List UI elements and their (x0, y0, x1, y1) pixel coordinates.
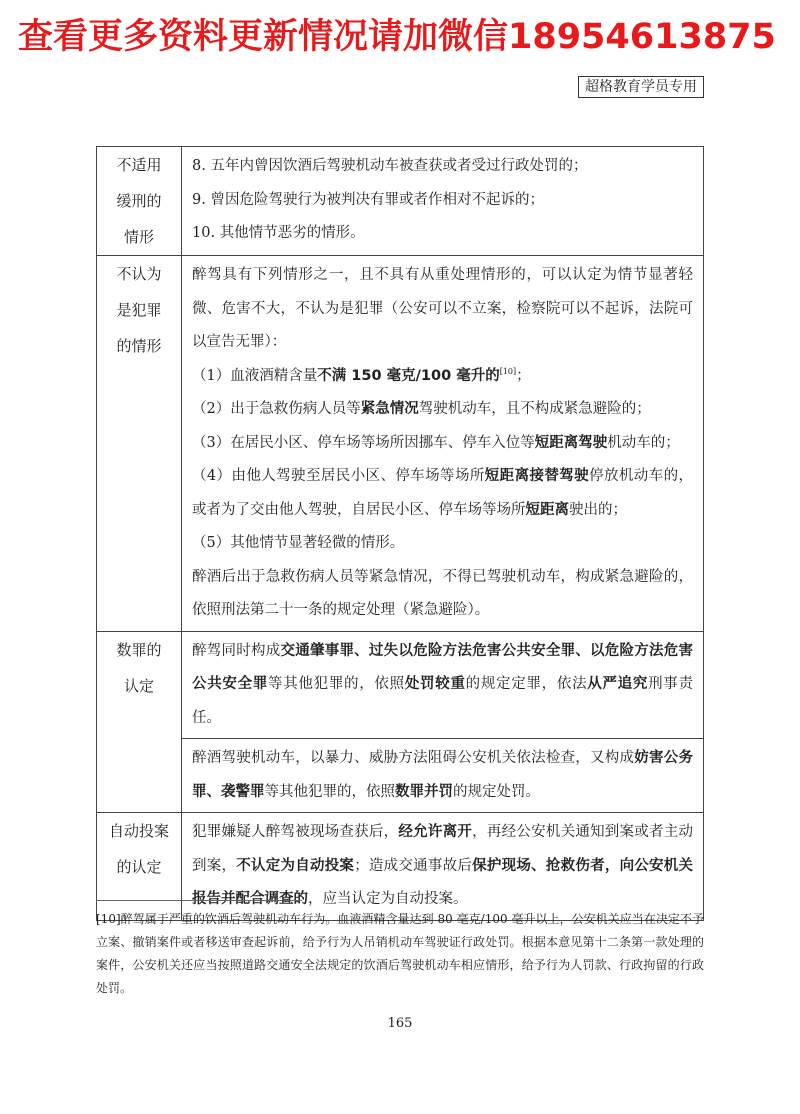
row-label-not-crime: 不认为 是犯罪 的情形 (97, 256, 182, 632)
table-row (97, 813, 704, 921)
row-content-no-probation (182, 147, 704, 256)
list-item: 9. 曾因危险驾驶行为被判决有罪或者作相对不起诉的； (192, 191, 544, 208)
sub-cell (182, 738, 703, 809)
row-content-multiple-crimes (182, 631, 704, 813)
table-row (97, 256, 704, 632)
paragraph: 醉酒后出于急救伤病人员等紧急情况，不得已驾驶机动车，构成紧急避险的，依照刑法第二十一条的规定处理（紧急避险）。 (192, 568, 693, 618)
footnote-divider (96, 900, 302, 901)
row-label-surrender: 自动投案 的认定 (97, 813, 182, 921)
dui-rules-table (96, 146, 704, 921)
row-content-surrender (182, 813, 704, 921)
list-item: （2）出于急救伤病人员等紧急情况驾驶机动车，且不构成紧急避险的； (192, 401, 651, 417)
list-item: （4）由他人驾驶至居民小区、停车场等场所短距离接替驾驶停放机动车的，或者为了交由他人驾驶，自居民小区、停车场等场所短距离驶出的； (192, 468, 694, 518)
list-item: （1）血液酒精含量不满 150 毫克/100 毫升的[10]； (192, 366, 531, 384)
list-item: （5）其他情节显著轻微的情形。 (192, 535, 405, 551)
table-row (97, 631, 704, 813)
paragraph: 犯罪嫌疑人醉驾被现场查获后，经允许离开，再经公安机关通知到案或者主动到案，不认定为自动投案；造成交通事故后保护现场、抢救伤者，向公安机关报告并配合调查的，应当认定为自动投案。 (192, 824, 694, 907)
list-item: 10. 其他情节恶劣的情形。 (192, 225, 365, 241)
list-item: 8. 五年内曾因饮酒后驾驶机动车被查获或者受过行政处罚的； (192, 158, 588, 174)
paragraph: 醉驾同时构成交通肇事罪、过失以危险方法危害公共安全罪、以危险方法危害公共安全罪等其他犯罪的，依照处罚较重的规定定罪，依法从严追究刑事责任。 (192, 642, 694, 726)
watermark-stamp: 超格教育学员专用 (578, 76, 704, 98)
paragraph: 醉驾具有下列情形之一，且不具有从重处理情形的，可以认定为情节显著轻微、危害不大，不认为是犯罪（公安可以不立案，检察院可以不起诉，法院可以宣告无罪）： (192, 267, 693, 350)
row-label-no-probation: 不适用 缓刑的 情形 (97, 147, 182, 256)
row-label-multiple-crimes: 数罪的 认定 (97, 631, 182, 813)
footnote: [10]醉驾属于严重的饮酒后驾驶机动车行为。血液酒精含量达到 80 毫克/100 毫升以上，公安机关应当在决定不予立案、撤销案件或者移送审查起诉前，给予行为人吊销机动车驾驶证行政处罚。根据本意见第十二条第一款处理的案件，公安机关还应当按照道路交通安全法规定的饮酒后驾驶机动车相应情形，给予行为人罚款、行政拘留的行政处罚。 (96, 912, 704, 995)
page-number: 165 (387, 1016, 413, 1031)
list-item: （3）在居民小区、停车场等场所因挪车、停车入位等短距离驾驶机动车的； (192, 434, 680, 451)
paragraph: 醉酒驾驶机动车，以暴力、威胁方法阻碍公安机关依法检查，又构成妨害公务罪、袭警罪等其他犯罪的，依照数罪并罚的规定处罚。 (192, 750, 694, 800)
contact-banner: 查看更多资料更新情况请加微信18954613875 (18, 17, 776, 57)
table-row (97, 147, 704, 256)
footnote-ref[interactable]: [10] (499, 366, 517, 376)
row-content-not-crime (182, 256, 704, 632)
